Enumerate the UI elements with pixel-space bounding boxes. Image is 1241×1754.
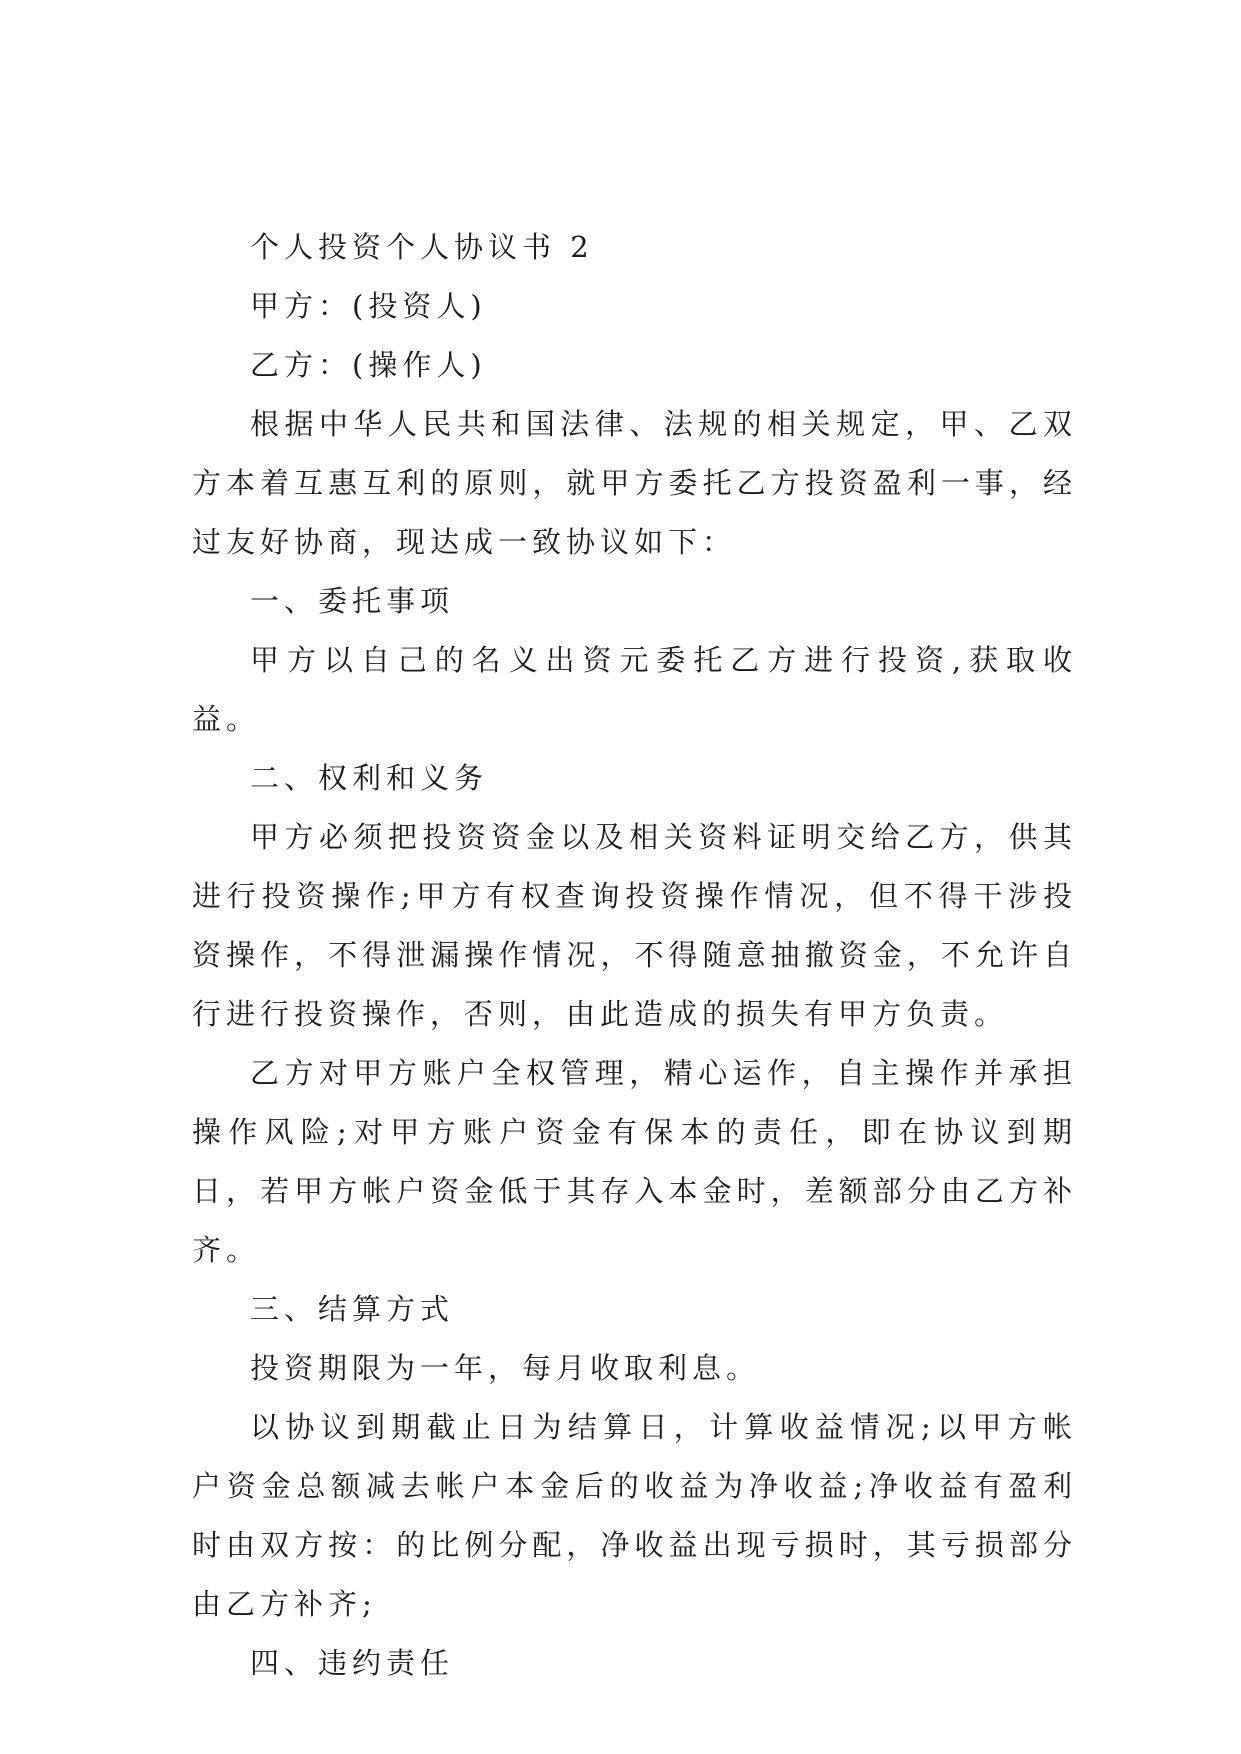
- settlement-term-paragraph: 投资期限为一年，每月收取利息。: [250, 1351, 761, 1385]
- rights-paragraph-party-a: 甲方必须把投资资金以及相关资料证明交给乙方，供其进行投资操作;甲方有权查询投资操作情况，但不得干涉投资操作，不得泄漏操作情况，不得随意抽撤资金，不允许自行进行投资操作，否则，由此造成的损失有甲方负责。: [192, 820, 1077, 1031]
- party-b-line: 乙方：(操作人): [250, 348, 487, 382]
- entrustment-paragraph: 甲方以自己的名义出资元委托乙方进行投资,获取收益。: [192, 643, 1077, 736]
- section-heading-liability: 四、违约责任: [250, 1646, 455, 1680]
- party-a-line: 甲方：(投资人): [250, 289, 487, 323]
- section-heading-settlement: 三、结算方式: [250, 1292, 455, 1326]
- section-heading-entrustment: 一、委托事项: [250, 584, 455, 618]
- settlement-rule-paragraph: 以协议到期截止日为结算日，计算收益情况;以甲方帐户资金总额减去帐户本金后的收益为净收益;净收益有盈利时由双方按：的比例分配，净收益出现亏损时，其亏损部分由乙方补齐;: [192, 1410, 1077, 1621]
- rights-paragraph-party-b: 乙方对甲方账户全权管理，精心运作，自主操作并承担操作风险;对甲方账户资金有保本的责任，即在协议到期日，若甲方帐户资金低于其存入本金时，差额部分由乙方补齐。: [192, 1056, 1077, 1267]
- document-body: [192, 218, 1077, 1693]
- section-heading-rights: 二、权利和义务: [250, 761, 489, 795]
- document-title: 个人投资个人协议书 2: [250, 230, 594, 264]
- preamble-paragraph: 根据中华人民共和国法律、法规的相关规定，甲、乙双方本着互惠互利的原则，就甲方委托乙方投资盈利一事，经过友好协商，现达成一致协议如下：: [192, 407, 1077, 559]
